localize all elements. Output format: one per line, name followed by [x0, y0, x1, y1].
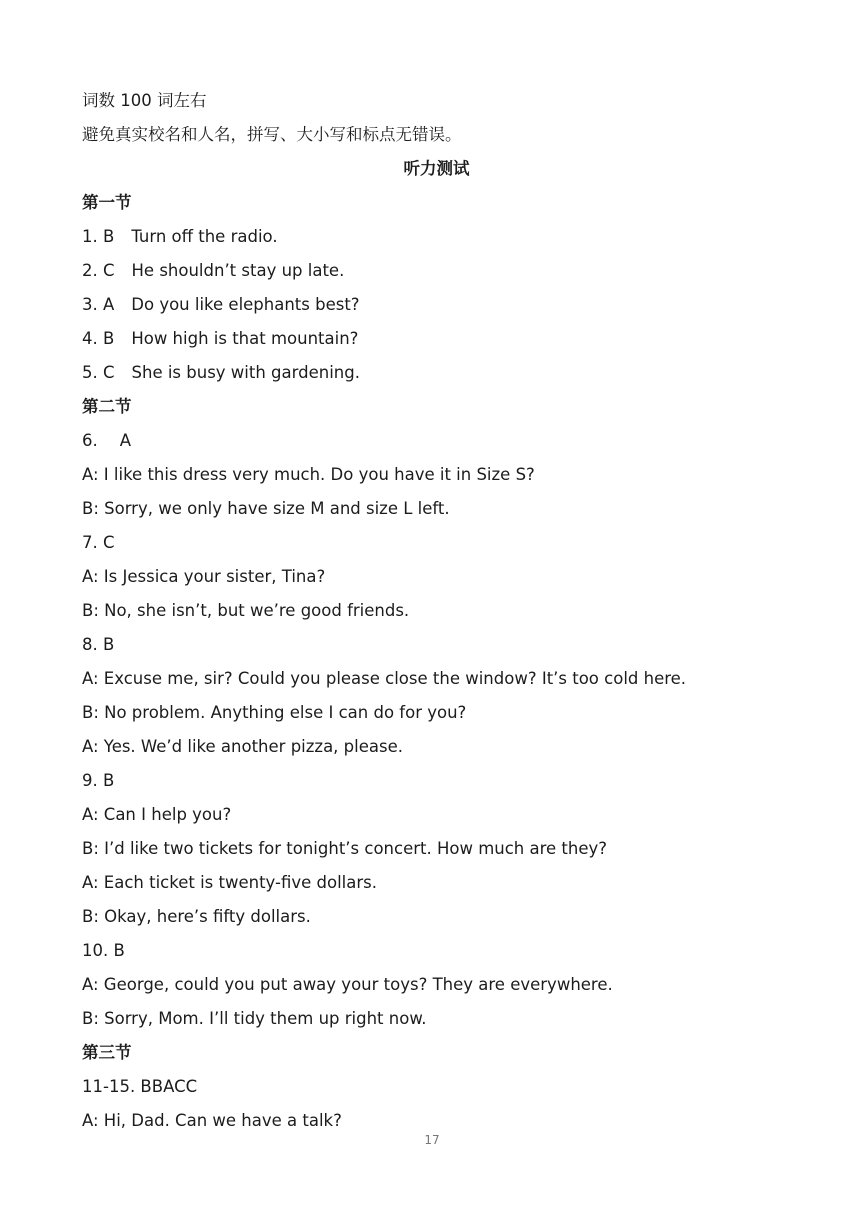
dialogue-line: B: Sorry, Mom. I’ll tidy them up right now.	[82, 1009, 427, 1028]
answer-number: 2. C	[82, 261, 115, 280]
answer-number: 5. C	[82, 363, 115, 382]
dialogue-line: A: Yes. We’d like another pizza, please.	[82, 737, 403, 756]
writing-requirement: 避免真实校名和人名，拼写、大小写和标点无错误。	[82, 125, 462, 144]
dialogue-line: A: I like this dress very much. Do you have it in Size S?	[82, 465, 535, 484]
answer-text: She is busy with gardening.	[131, 363, 360, 382]
section-3-heading: 第三节	[82, 1043, 132, 1062]
page-content	[82, 84, 782, 1138]
answer-text: He shouldn’t stay up late.	[131, 261, 345, 280]
word-count-requirement: 词数 100 词左右	[82, 91, 207, 110]
dialogue-line: B: No problem. Anything else I can do for you?	[82, 703, 467, 722]
answer-text: Turn off the radio.	[131, 227, 278, 246]
question-10-label: 10. B	[82, 941, 125, 960]
dialogue-line: A: Excuse me, sir? Could you please close the window? It’s too cold here.	[82, 669, 687, 688]
question-7-label: 7. C	[82, 533, 115, 552]
dialogue-line: A: Can I help you?	[82, 805, 232, 824]
dialogue-line: B: I’d like two tickets for tonight’s concert. How much are they?	[82, 839, 608, 858]
dialogue-line: B: Sorry, we only have size M and size L left.	[82, 499, 450, 518]
question-11-15-label: 11-15. BBACC	[82, 1077, 198, 1096]
answer-line-1	[82, 220, 782, 254]
answer-text: How high is that mountain?	[131, 329, 359, 348]
dialogue-line: A: Is Jessica your sister, Tina?	[82, 567, 326, 586]
dialogue-line: A: Each ticket is twenty-five dollars.	[82, 873, 377, 892]
question-9-label: 9. B	[82, 771, 115, 790]
answer-number: 3. A	[82, 295, 115, 314]
dialogue-line: A: Hi, Dad. Can we have a talk?	[82, 1111, 342, 1130]
dialogue-line: B: Okay, here’s fifty dollars.	[82, 907, 311, 926]
question-8-label: 8. B	[82, 635, 115, 654]
section-2-heading: 第二节	[82, 397, 132, 416]
answer-number: 4. B	[82, 329, 115, 348]
question-answer: A	[119, 431, 132, 450]
question-number: 6.	[82, 431, 98, 450]
section-title: 听力测试	[403, 159, 470, 178]
dialogue-line: B: No, she isn’t, but we’re good friends.	[82, 601, 410, 620]
answer-number: 1. B	[82, 227, 115, 246]
answer-line-2	[82, 254, 782, 288]
answer-line-4	[82, 322, 782, 356]
answer-text: Do you like elephants best?	[131, 295, 360, 314]
page-number: 17	[424, 1133, 440, 1147]
question-6-label	[82, 424, 782, 458]
section-1-heading: 第一节	[82, 193, 132, 212]
answer-line-3	[82, 288, 782, 322]
dialogue-line: A: George, could you put away your toys? They are everywhere.	[82, 975, 613, 994]
answer-line-5	[82, 356, 782, 390]
